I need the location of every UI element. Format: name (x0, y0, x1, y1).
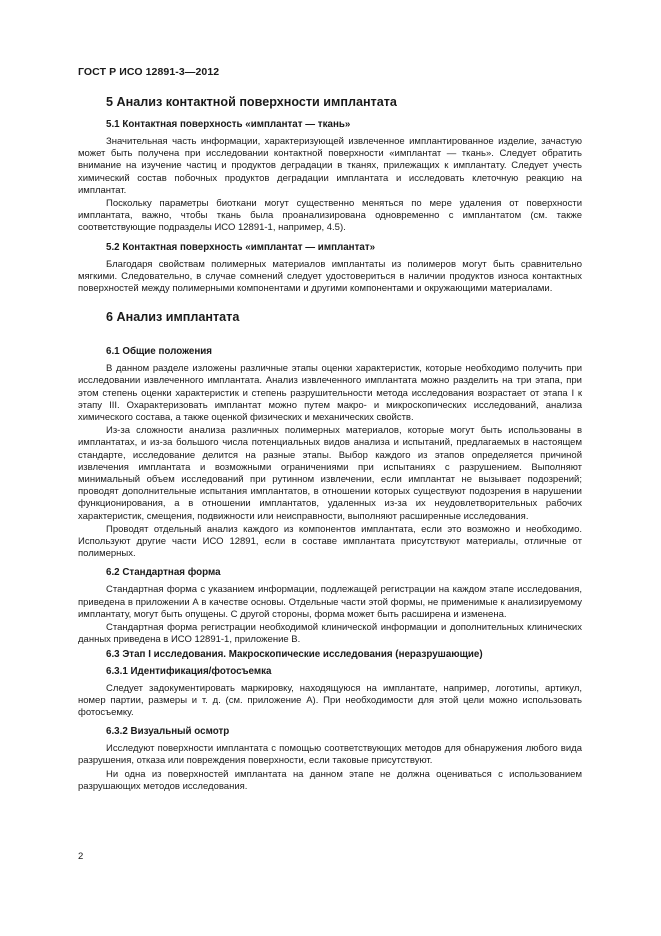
paragraph: Из-за сложности анализа различных полимерных материалов, которые могут быть использованы в имплантатах, и из-за большого числа потенциальных видов анализа и испытаний, предлагаемых в настоящем стандарте, исследование делится на разные этапы. Выбор каждого из этапов определяется причиной извлечения имплантата и возможными ограничениями при испытаниях с разрушением. Выполняют минимальный объем исследований при рутинном извлечении, если имплантат не вызывает подозрений; проводят дополнительные испытания имплантатов, в отношении которых существуют подозрения в нарушении функционирования, а в отношении имплантатов, удаленных из-за их неудовлетворительных рабочих характеристик, смещения, подвижности или неисправности, выполняют расширенные исследования. (78, 425, 582, 522)
paragraph: Благодаря свойствам полимерных материалов имплантаты из полимеров могут быть сравнительно мягкими. Следовательно, в случае сомнений следует удостовериться в наличии продуктов износа контактных поверхностей между полимерными компонентами и другими компонентами и окружающими материалами. (78, 258, 582, 295)
section-6-heading: 6 Анализ имплантата (106, 310, 240, 325)
paragraph: Значительная часть информации, характеризующей извлеченное имплантированное изделие, зачастую может быть получена при исследовании контактной поверхности «имплантат — ткань». Следует обратить внимание на изучение частиц и продуктов деградации в тканях, прилежащих к имплантату. Следует учесть химический состав побочных продуктов деградации имплантата и исследовать клеточную реакцию на имплантат. (78, 136, 582, 196)
subsection-6-3-heading: 6.3 Этап I исследования. Макроскопические исследования (неразрушающие) (106, 648, 483, 660)
paragraph: Ни одна из поверхностей имплантата на данном этапе не должна оцениваться с использованием разрушающих методов исследования. (78, 768, 582, 792)
subsection-6-1-heading: 6.1 Общие положения (106, 346, 213, 358)
page-number: 2 (78, 851, 84, 862)
subsection-5-1-heading: 5.1 Контактная поверхность «имплантат — ткань» (106, 119, 351, 130)
paragraph: Проводят отдельный анализ каждого из компонентов имплантата, если это возможно и необходимо. Используют другие части ИСО 12891, если в составе имплантата присутствуют материалы, отличные от полимерных. (78, 523, 582, 560)
paragraph: В данном разделе изложены различные этапы оценки характеристик, которые необходимо получить при исследовании извлеченного имплантата. Анализ извлеченного имплантата можно разделить на три этапа, при этом степень оценки характеристик и степень разрушительности метода исследования возрастает от этапа I к этапу III. Охарактеризовать имплантат можно путем макро- и микроскопических исследований, анализа химического состава, а также оценкой физических и механических свойств. (78, 363, 582, 424)
section-5-heading: 5 Анализ контактной поверхности имплантата (106, 95, 397, 109)
subsection-6-3-1-heading: 6.3.1 Идентификация/фотосъемка (106, 665, 272, 677)
paragraph: Исследуют поверхности имплантата с помощью соответствующих методов для обнаружения любого вида разрушения, отказа или повреждения поверхности, если таковые присутствуют. (78, 743, 582, 767)
paragraph: Стандартная форма с указанием информации, подлежащей регистрации на каждом этапе исследования, приведена в приложении А в качестве основы. Отдельные части этой формы, не применимые к анализируемому имплантату, могут быть опущены. С другой стороны, форма может быть расширена и изменена. (78, 584, 582, 620)
subsection-6-3-2-heading: 6.3.2 Визуальный осмотр (106, 726, 230, 738)
subsection-6-2-heading: 6.2 Стандартная форма (106, 567, 221, 579)
document-body (78, 95, 582, 794)
paragraph: Стандартная форма регистрации необходимой клинической информации и дополнительных клинических данных приведена в ИСО 12891-1, приложение В. (78, 622, 582, 646)
document-header: ГОСТ Р ИСО 12891-3—2012 (78, 66, 220, 78)
paragraph: Следует задокументировать маркировку, находящуюся на имплантате, например, логотипы, артикул, номер партии, размеры и т. д. (см. приложение А). При необходимости для этой цели можно использовать фотосъемку. (78, 682, 582, 718)
subsection-5-2-heading: 5.2 Контактная поверхность «имплантат — имплантат» (106, 241, 376, 253)
paragraph: Поскольку параметры биоткани могут существенно меняться по мере удаления от поверхности имплантата, важно, чтобы ткань была проанализирована одновременно с имплантатом (см. также соответствующие подразделы ИСО 12891-1, например, 4.5). (78, 198, 582, 234)
